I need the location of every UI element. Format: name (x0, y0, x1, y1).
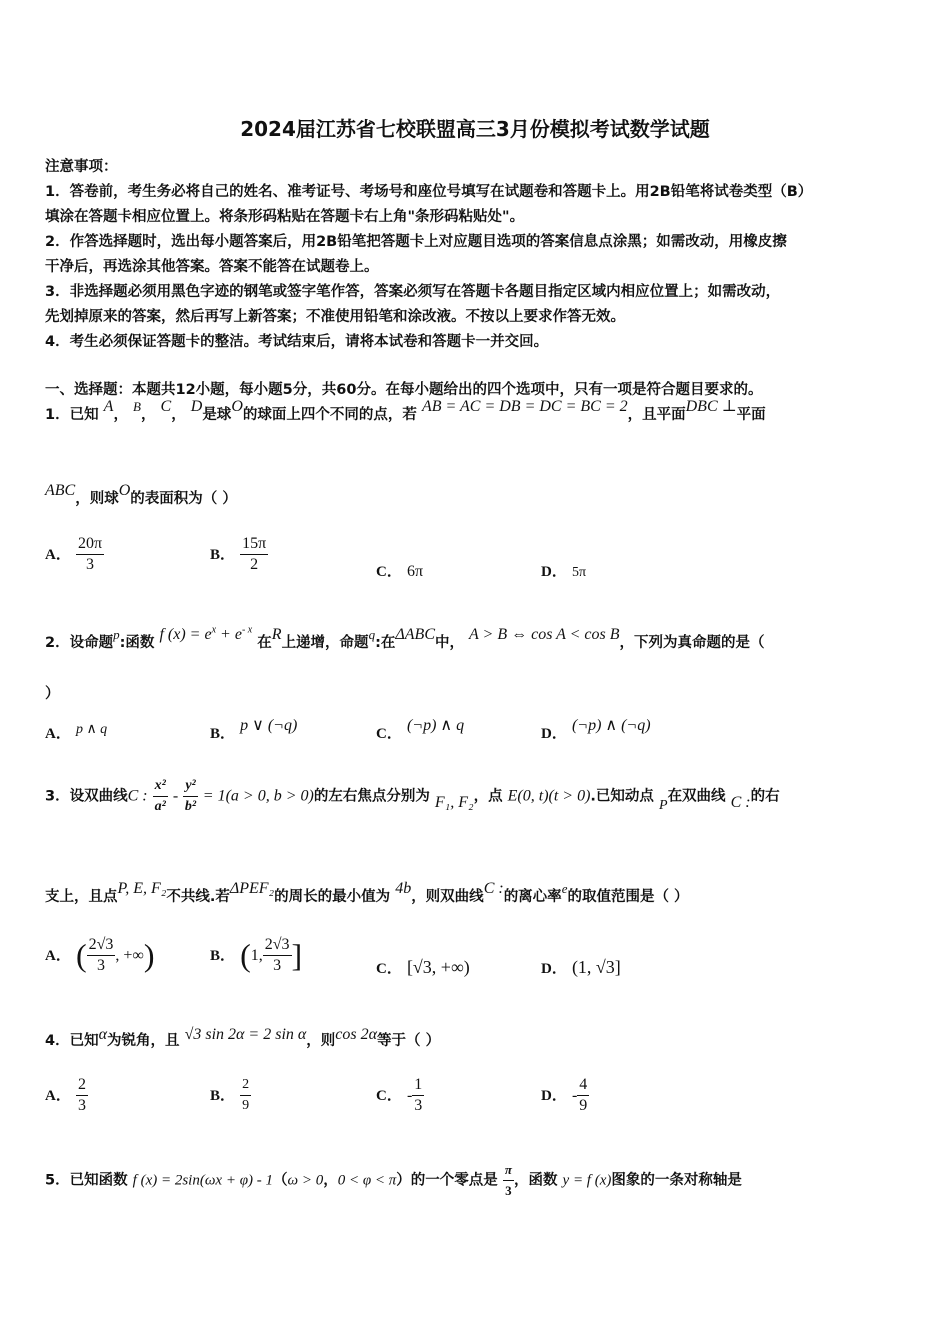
q3-option-b[interactable] (210, 935, 302, 976)
fraction (412, 1075, 424, 1116)
denominator: 2 (250, 556, 259, 573)
q3-text: 的右 (750, 788, 780, 805)
point-a: A (103, 398, 114, 415)
option-label: B． (210, 726, 236, 742)
numerator: x² (153, 776, 168, 797)
q2-text: 在 (257, 635, 272, 651)
numerator: 20π (76, 534, 104, 555)
q1-comma: ， (171, 407, 186, 423)
option-label: D． (541, 726, 567, 742)
numerator: 2 (240, 1075, 251, 1096)
numerator: y² (183, 776, 197, 797)
q3-option-a[interactable] (45, 935, 154, 976)
q5-text: 5．已知函数 (45, 1172, 128, 1189)
q3-text: 不共线.若 (166, 889, 230, 905)
denominator: 9 (242, 1098, 250, 1113)
fraction-y2-b2 (183, 776, 197, 817)
option-value: p ∨ (¬q) (240, 717, 298, 734)
q1-text: 是球 (202, 407, 232, 423)
point-b: B (133, 399, 141, 414)
bracket: ( (240, 937, 251, 973)
denominator: 3 (414, 1097, 423, 1114)
q5-phi: 0 < φ < π (337, 1172, 397, 1189)
q4-text: 4．已知 (45, 1033, 99, 1049)
fraction (76, 1075, 88, 1116)
q1-option-a[interactable] (45, 534, 104, 575)
q2-text: 2．设命题 (45, 635, 114, 651)
q2-option-b[interactable] (210, 717, 298, 743)
option-label: C． (376, 961, 402, 977)
triangle-pef: ΔPEF₂ (229, 880, 275, 897)
q1-option-c[interactable] (376, 560, 423, 581)
q5-text: ， (323, 1172, 338, 1189)
q3-text: 支上，且点 (45, 889, 118, 905)
points-pef: P, E, F₂ (117, 880, 167, 897)
numerator: 15π (240, 534, 268, 555)
q2-option-c[interactable] (376, 717, 465, 743)
foci: F₁, F₂ (434, 793, 474, 811)
q2-text: :函数 (119, 635, 155, 651)
question-2-line-1 (45, 624, 765, 652)
q3-text: 的左右焦点分别为 (313, 788, 430, 805)
point-e: E(0, t)(t > 0) (507, 787, 591, 805)
point-c: C (160, 398, 172, 415)
q1-equation: AB = AC = DB = DC = BC = 2 (421, 398, 628, 415)
q4-target: cos 2α (335, 1026, 378, 1043)
q1-comma: ， (113, 407, 128, 423)
numerator: 2 (76, 1075, 88, 1096)
option-value: 5π (571, 565, 587, 580)
point-p: P (659, 797, 668, 813)
q4-option-c[interactable] (376, 1075, 424, 1116)
fraction (240, 534, 268, 575)
denominator: 3 (96, 957, 105, 974)
denominator: 3 (505, 1183, 512, 1198)
question-3-line-2 (45, 880, 689, 906)
q3-option-c[interactable] (376, 957, 470, 978)
q3-equation: = 1(a > 0, b > 0) (202, 787, 314, 805)
exponent: - x (241, 624, 253, 636)
q4-text: 为锐角，且 (107, 1033, 180, 1049)
option-value: (¬p) ∧ q (406, 717, 465, 734)
option-label: A． (45, 1088, 71, 1104)
option-label: D． (541, 564, 567, 580)
q2-text: ，下列为真命题的是（ (619, 635, 765, 651)
q1-plane-dbc: DBC ⊥ (685, 398, 737, 415)
q3-text: ，点 (473, 788, 503, 805)
q2-text: 中， (434, 635, 464, 651)
q5-y-function: y = f (x) (562, 1172, 612, 1189)
notice-line: 4．考生必须保证答题卡的整洁。考试结束后，请将本试卷和答题卡一并交回。 (45, 334, 549, 350)
option-label: D． (541, 961, 567, 977)
q1-text: 的球面上四个不同的点，若 (242, 407, 417, 423)
option-value: p ∧ q (75, 722, 108, 737)
sphere-o: O (231, 398, 243, 415)
q2-function-part: f (x) = e (159, 626, 212, 643)
q1-plane-abc: ABC (45, 482, 76, 499)
question-5 (45, 1160, 742, 1201)
q1-option-b[interactable] (210, 534, 268, 575)
option-label: C． (376, 726, 402, 742)
fraction-pi-3 (503, 1160, 514, 1201)
q1-text: 平面 (736, 407, 766, 423)
denominator: 3 (77, 1097, 86, 1114)
q4-text: ，则 (306, 1033, 336, 1049)
q1-option-d[interactable] (541, 560, 586, 581)
notice-line: 3．非选择题必须用黑色字迹的钢笔或签字笔作答，答案必须写在答题卡各题目指定区域内相应位置上；如需改动， (45, 284, 781, 300)
q4-text: 等于（ ） (377, 1033, 441, 1049)
fraction (76, 534, 104, 575)
denominator: a² (154, 799, 166, 814)
q1-text: ，且平面 (627, 407, 686, 423)
q3-text: 的周长的最小值为 (274, 889, 391, 905)
q5-omega: ω > 0 (287, 1172, 324, 1189)
option-label: C． (376, 564, 402, 580)
q4-option-d[interactable] (541, 1075, 589, 1116)
option-value: [√3, +∞) (406, 957, 470, 977)
q4-option-b[interactable] (210, 1075, 251, 1116)
angle-alpha: α (98, 1026, 107, 1043)
denominator: b² (184, 799, 197, 814)
perimeter-value: 4b (395, 880, 412, 897)
numerator: 1 (412, 1075, 424, 1096)
numerator: 2√3 (263, 935, 292, 956)
q2-text: 上递增，命题 (281, 635, 369, 651)
hyperbola-c: C : (730, 793, 751, 811)
notice-line: 填涂在答题卡相应位置上。将条形码粘贴在答题卡右上角"条形码粘贴处"。 (45, 209, 525, 225)
q3-text: 在双曲线 (667, 788, 726, 805)
option-sign: - (571, 1087, 578, 1104)
q1-text: ，则球 (75, 491, 119, 507)
notice-line: 1．答卷前，考生务必将自己的姓名、准考证号、考场号和座位号填写在试题卷和答题卡上。用2B铅笔将试卷类型（B） (45, 184, 813, 200)
option-label: A． (45, 726, 71, 742)
q5-text: （ (273, 1172, 288, 1189)
q4-option-a[interactable] (45, 1075, 88, 1116)
option-value: 1, (250, 947, 263, 964)
q5-text: ）的一个零点是 (396, 1172, 498, 1189)
q3-text: 的离心率 (503, 889, 562, 905)
page-title: 2024届江苏省七校联盟高三3月份模拟考试数学试题 (240, 117, 710, 141)
point-d: D (190, 398, 203, 415)
denominator: 3 (85, 556, 94, 573)
q5-text: ，函数 (513, 1172, 558, 1189)
fraction (577, 1075, 589, 1116)
q5-text: 图象的一条对称轴是 (611, 1172, 742, 1189)
bracket: ( (75, 937, 87, 973)
q2-function-part: + e (216, 626, 242, 643)
option-value: 6π (406, 563, 424, 580)
q3-text: 3．设双曲线 (45, 788, 128, 805)
option-value: (¬p) ∧ (¬q) (571, 717, 651, 734)
q2-close: ） (45, 686, 60, 702)
notice-line: 2．作答选择题时，选出每小题答案后，用2B铅笔把答题卡上对应题目选项的答案信息点涂黑；如需改动，用橡皮擦 (45, 234, 787, 250)
option-value: , +∞ (115, 947, 144, 964)
option-label: A． (45, 948, 71, 964)
option-label: C． (376, 1088, 402, 1104)
option-label: B． (210, 547, 236, 563)
hyperbola-c: C : (127, 787, 148, 805)
sphere-o: O (118, 482, 131, 499)
q2-condition: A > B ⇔ cos A < cos B (469, 626, 620, 643)
fraction (240, 1075, 251, 1116)
question-3-line-1 (45, 776, 780, 817)
q5-function: f (x) = 2sin(ωx + φ) - 1 (132, 1172, 274, 1189)
option-label: B． (210, 948, 236, 964)
question-1-line-1 (45, 398, 766, 424)
numerator: π (503, 1160, 514, 1181)
q3-option-d[interactable] (541, 957, 621, 978)
option-value: (1, √3] (571, 957, 621, 977)
section-heading: 一、选择题：本题共12小题，每小题5分，共60分。在每小题给出的四个选项中，只有一项是符合题目要求的。 (45, 382, 763, 398)
notice-line: 干净后，再选涂其他答案。答案不能答在试题卷上。 (45, 259, 379, 275)
proposition-p: p (113, 627, 120, 642)
hyperbola-c: C : (483, 880, 504, 897)
notice-line: 先划掉原来的答案，然后再写上新答案；不准使用铅笔和涂改液。不按以上要求作答无效。 (45, 309, 625, 325)
q3-text: 的取值范围是（ ） (567, 889, 689, 905)
minus-sign: - (172, 787, 179, 805)
reals-r: R (271, 626, 282, 643)
option-sign: - (406, 1087, 413, 1104)
fraction (263, 935, 292, 976)
question-1-line-2 (45, 482, 237, 508)
q3-text: ，则双曲线 (411, 889, 484, 905)
q1-text: 的表面积为（ ） (130, 491, 237, 507)
q2-option-d[interactable] (541, 717, 651, 743)
notice-heading: 注意事项： (45, 159, 118, 175)
question-4 (45, 1026, 441, 1050)
q2-text: :在 (375, 635, 396, 651)
q1-comma: ， (140, 407, 156, 423)
q4-equation: √3 sin 2α = 2 sin α (184, 1026, 307, 1043)
triangle-abc: ΔABC (395, 626, 435, 643)
denominator: 3 (273, 957, 282, 974)
bracket: ] (291, 937, 303, 973)
bracket: ) (143, 937, 155, 973)
fraction-x2-a2 (153, 776, 168, 817)
q2-function (159, 626, 252, 643)
eccentricity-e: e (561, 881, 568, 896)
denominator: 9 (579, 1097, 588, 1114)
fraction (87, 935, 116, 976)
numerator: 2√3 (87, 935, 116, 956)
proposition-q: q (368, 627, 376, 642)
exponent: x (211, 624, 217, 636)
option-label: B． (210, 1088, 236, 1104)
option-label: A． (45, 547, 71, 563)
q3-text: .已知动点 (590, 788, 654, 805)
q1-text: 1．已知 (45, 407, 99, 423)
option-label: D． (541, 1088, 567, 1104)
numerator: 4 (577, 1075, 589, 1096)
q2-option-a[interactable] (45, 722, 107, 743)
